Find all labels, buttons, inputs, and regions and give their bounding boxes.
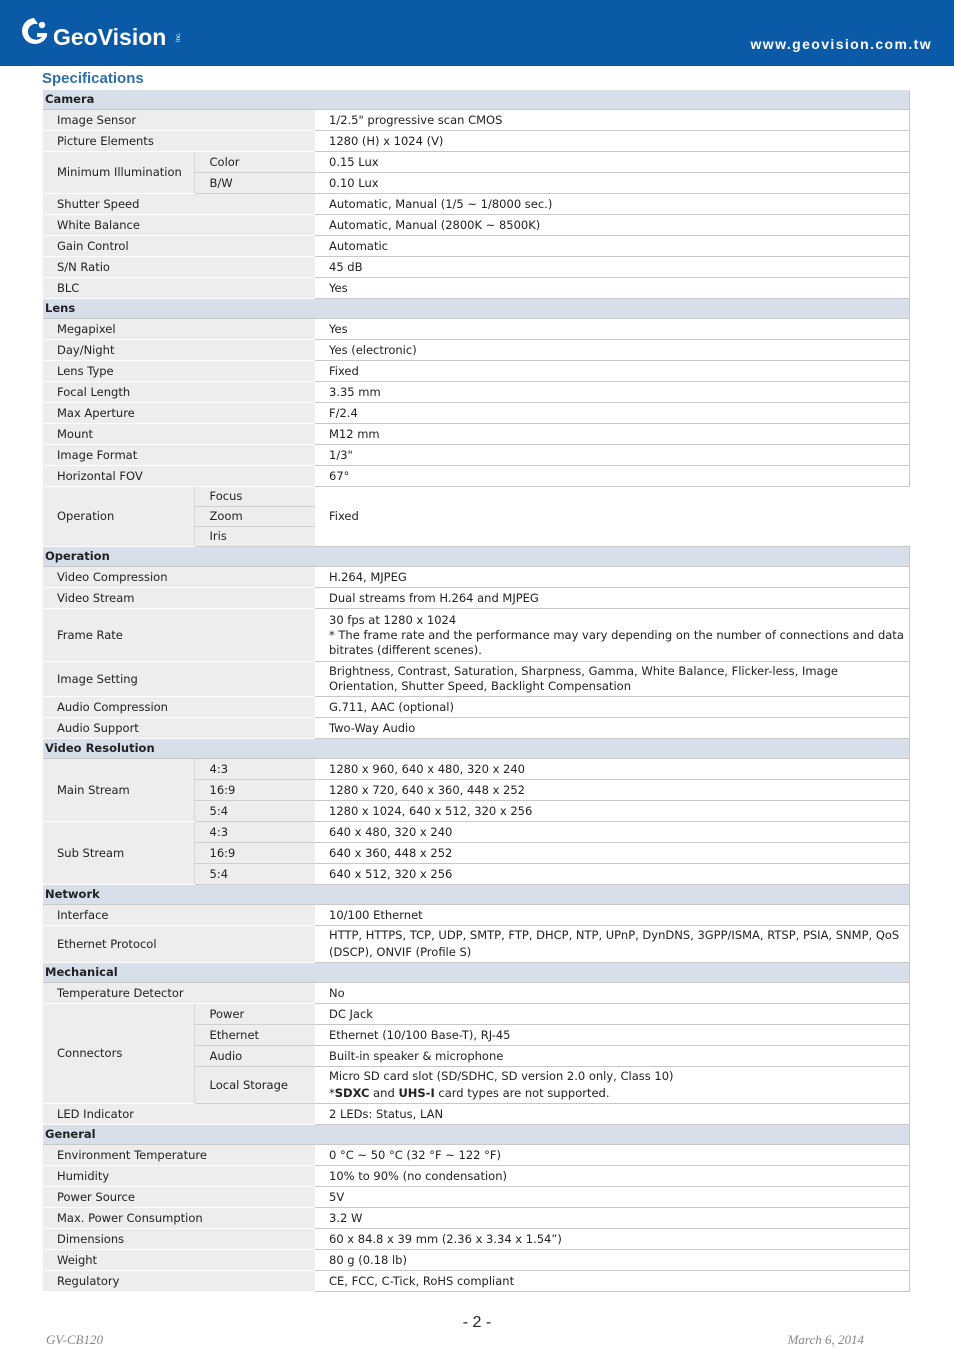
table-row: B/W 0.10 Lux bbox=[43, 173, 910, 194]
page-title: Specifications bbox=[42, 70, 144, 87]
table-row: 16:9 1280 x 720, 640 x 360, 448 x 252 bbox=[43, 780, 910, 801]
table-row: 5:4 640 x 512, 320 x 256 bbox=[43, 864, 910, 885]
table-row: Max Aperture F/2.4 bbox=[43, 403, 910, 424]
category-video-resolution: Video Resolution bbox=[43, 739, 910, 759]
table-row: Focal Length 3.35 mm bbox=[43, 382, 910, 403]
table-row: Ethernet Ethernet (10/100 Base-T), RJ-45 bbox=[43, 1025, 910, 1046]
table-row: Audio Compression G.711, AAC (optional) bbox=[43, 697, 910, 718]
table-row: Video Stream Dual streams from H.264 and MJPEG bbox=[43, 588, 910, 609]
table-row: 16:9 640 x 360, 448 x 252 bbox=[43, 843, 910, 864]
table-row: Regulatory CE, FCC, C-Tick, RoHS compliant bbox=[43, 1271, 910, 1292]
page-header bbox=[0, 0, 954, 66]
model-name: GV-CB120 bbox=[46, 1332, 104, 1347]
geovision-logo bbox=[20, 14, 190, 54]
brand-name: GeoVision bbox=[53, 24, 167, 50]
table-row: BLC Yes bbox=[43, 278, 910, 299]
table-row: Iris bbox=[43, 527, 910, 547]
table-row: Temperature Detector No bbox=[43, 983, 910, 1004]
table-row: Day/Night Yes (electronic) bbox=[43, 340, 910, 361]
category-operation: Operation bbox=[43, 547, 910, 567]
table-row: Max. Power Consumption 3.2 W bbox=[43, 1208, 910, 1229]
table-row: Dimensions 60 x 84.8 x 39 mm (2.36 x 3.34 x 1.54”) bbox=[43, 1229, 910, 1250]
table-row: Ethernet Protocol HTTP, HTTPS, TCP, UDP, SMTP, FTP, DHCP, NTP, UPnP, DynDNS, 3GPP/ISMA, RTSP, PSIA, SNMP, QoS (DSCP), ONVIF (Profile S) bbox=[43, 926, 910, 963]
category-camera: Camera bbox=[43, 90, 910, 110]
table-row: Weight 80 g (0.18 lb) bbox=[43, 1250, 910, 1271]
table-row: Interface 10/100 Ethernet bbox=[43, 905, 910, 926]
category-general: General bbox=[43, 1125, 910, 1145]
category-mechanical: Mechanical bbox=[43, 963, 910, 983]
table-row: Operation Focus Fixed bbox=[43, 487, 910, 507]
specifications-table bbox=[43, 90, 910, 1292]
category-lens: Lens bbox=[43, 299, 910, 319]
table-row: Audio Support Two-Way Audio bbox=[43, 718, 910, 739]
table-row: Zoom bbox=[43, 507, 910, 527]
table-row: Video Compression H.264, MJPEG bbox=[43, 567, 910, 588]
table-row: Environment Temperature 0 °C ~ 50 °C (32 °F ~ 122 °F) bbox=[43, 1145, 910, 1166]
page-number: - 2 - bbox=[462, 1314, 492, 1331]
table-row: Image Setting Brightness, Contrast, Saturation, Sharpness, Gamma, White Balance, Flicker-less, Image Orientation, Shutter Speed, Backlight Compensation bbox=[43, 662, 910, 697]
table-row: Sub Stream 4:3 640 x 480, 320 x 240 bbox=[43, 822, 910, 843]
table-row: Local Storage Micro SD card slot (SD/SDHC, SD version 2.0 only, Class 10) *SDXC and UHS-I card types are not supported. bbox=[43, 1067, 910, 1104]
table-row: Mount M12 mm bbox=[43, 424, 910, 445]
category-network: Network bbox=[43, 885, 910, 905]
brand-suffix: Inc. bbox=[176, 32, 182, 42]
table-row: 5:4 1280 x 1024, 640 x 512, 320 x 256 bbox=[43, 801, 910, 822]
table-row: Power Source 5V bbox=[43, 1187, 910, 1208]
table-row: Gain Control Automatic bbox=[43, 236, 910, 257]
table-row: Image Format 1/3" bbox=[43, 445, 910, 466]
table-row: Humidity 10% to 90% (no condensation) bbox=[43, 1166, 910, 1187]
table-row: Image Sensor 1/2.5" progressive scan CMOS bbox=[43, 110, 910, 131]
table-row: S/N Ratio 45 dB bbox=[43, 257, 910, 278]
table-row: Picture Elements 1280 (H) x 1024 (V) bbox=[43, 131, 910, 152]
table-row: Shutter Speed Automatic, Manual (1/5 ~ 1/8000 sec.) bbox=[43, 194, 910, 215]
table-row: Megapixel Yes bbox=[43, 319, 910, 340]
table-row: Minimum Illumination Color 0.15 Lux bbox=[43, 152, 910, 173]
table-row: Main Stream 4:3 1280 x 960, 640 x 480, 320 x 240 bbox=[43, 759, 910, 780]
table-row: Horizontal FOV 67° bbox=[43, 466, 910, 487]
table-row: Connectors Power DC Jack bbox=[43, 1004, 910, 1025]
table-row: Lens Type Fixed bbox=[43, 361, 910, 382]
table-row: LED Indicator 2 LEDs: Status, LAN bbox=[43, 1104, 910, 1125]
table-row: Audio Built-in speaker & microphone bbox=[43, 1046, 910, 1067]
table-row: Frame Rate 30 fps at 1280 x 1024 * The frame rate and the performance may vary depending on the number of connections and data bitrates (different scenes). bbox=[43, 609, 910, 662]
website-url[interactable]: www.geovision.com.tw bbox=[750, 36, 932, 52]
publish-date: March 6, 2014 bbox=[787, 1332, 864, 1347]
table-row: White Balance Automatic, Manual (2800K ~ 8500K) bbox=[43, 215, 910, 236]
